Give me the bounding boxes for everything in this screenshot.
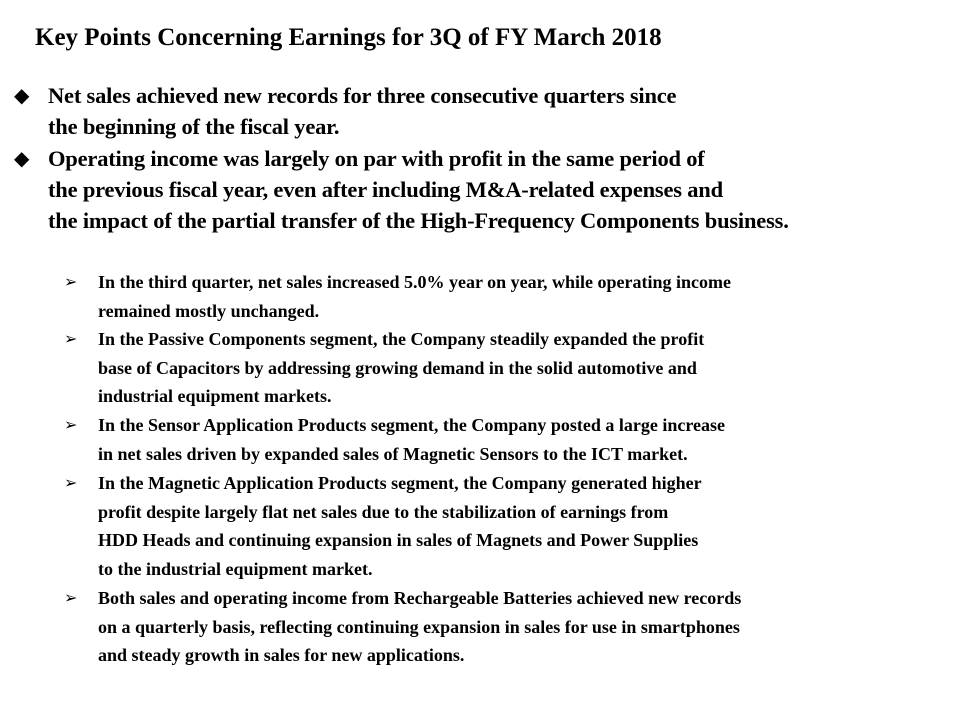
detail-line: Both sales and operating income from Rechargeable Batteries achieved new records	[98, 588, 742, 608]
diamond-bullet-icon: ◆	[14, 83, 30, 107]
key-point-line: the beginning of the fiscal year.	[48, 114, 340, 139]
key-point-line: the impact of the partial transfer of the High-Frequency Components business.	[48, 208, 789, 233]
arrowhead-bullet-icon: ➢	[64, 588, 78, 607]
arrowhead-bullet-icon: ➢	[64, 415, 78, 434]
detail-line: profit despite largely flat net sales due to the stabilization of earnings from	[98, 501, 669, 522]
detail-line: remained mostly unchanged.	[98, 300, 320, 321]
diamond-bullet-icon: ◆	[14, 146, 30, 170]
key-point-item	[14, 80, 954, 142]
arrowhead-bullet-icon: ➢	[64, 272, 78, 291]
key-point-line: Net sales achieved new records for three consecutive quarters since	[48, 83, 677, 108]
detail-line: to the industrial equipment market.	[98, 558, 373, 579]
detail-line: In the Sensor Application Products segment, the Company posted a large increase	[98, 415, 726, 435]
detail-line: In the Passive Components segment, the Company steadily expanded the profit	[98, 329, 705, 349]
detail-line: and steady growth in sales for new applications.	[98, 645, 465, 665]
detail-line: In the third quarter, net sales increased 5.0% year on year, while operating income	[98, 272, 731, 292]
detail-item	[64, 469, 954, 583]
detail-line: base of Capacitors by addressing growing demand in the solid automotive and	[98, 357, 697, 378]
key-point-item	[14, 143, 954, 236]
detail-line: In the Magnetic Application Products segment, the Company generated higher	[98, 473, 702, 493]
detail-item	[64, 411, 954, 468]
arrowhead-bullet-icon: ➢	[64, 473, 78, 492]
detail-item	[64, 325, 954, 411]
key-point-line: Operating income was largely on par with profit in the same period of	[48, 146, 705, 171]
detail-item	[64, 268, 954, 325]
detail-line: in net sales driven by expanded sales of Magnetic Sensors to the ICT market.	[98, 443, 688, 464]
detail-line: industrial equipment markets.	[98, 386, 332, 406]
detail-line: on a quarterly basis, reflecting continuing expansion in sales for use in smartphones	[98, 616, 740, 637]
key-point-line: the previous fiscal year, even after including M&A-related expenses and	[48, 177, 723, 202]
detail-line: HDD Heads and continuing expansion in sales of Magnets and Power Supplies	[98, 530, 699, 550]
page-title: Key Points Concerning Earnings for 3Q of FY March 2018	[35, 24, 662, 51]
detail-item	[64, 584, 954, 670]
arrowhead-bullet-icon: ➢	[64, 329, 78, 348]
